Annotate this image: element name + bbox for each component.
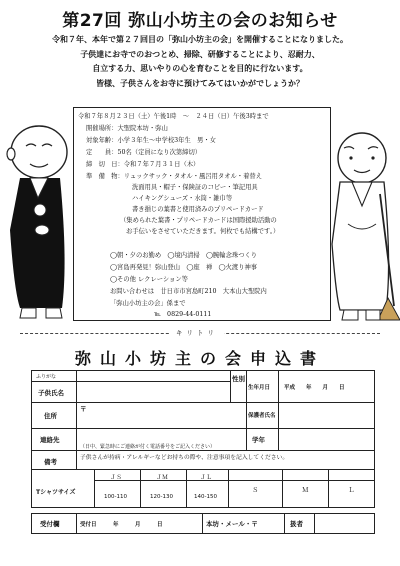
- activity-line: ◯朝・夕のお勤め ◯境内清掃 ◯腕輪念珠つくり: [110, 252, 258, 259]
- info-belongings-2: 洗面用具・帽子・保険証のコピー・筆記用具: [132, 184, 258, 191]
- event-info-box: [73, 107, 331, 321]
- remarks-text: 子供さんが持病・アレルギーなどお持ちの際や、注意事項を記入してください。: [80, 455, 289, 461]
- size-jm: ＪＭ: [156, 474, 169, 481]
- address-label: 住所: [44, 412, 57, 420]
- page-title: 第27回 弥山小坊主の会のお知らせ: [62, 11, 338, 31]
- receipt-handler: 扱者: [290, 520, 303, 528]
- contact-address: お問い合わせは 廿日市市宮島町210 大本山大聖院内: [110, 288, 267, 295]
- info-postcards-note-2: お手伝いをさせていただきます。何枚でも結構です。）: [126, 228, 280, 235]
- monk-left-illustration: [2, 112, 80, 322]
- size-js: ＪＳ: [110, 474, 123, 481]
- size-js-range: 100-110: [104, 494, 127, 500]
- furigana-label: ふりがな: [36, 374, 57, 380]
- remarks-label: 備考: [44, 458, 57, 466]
- activity-line: ◯宮島再発見！弥山登山 ◯座 禅 ◯火渡り神事: [110, 264, 258, 271]
- info-belongings: 準 備 物：リュックサック・タオル・風呂用タオル・着替え: [86, 173, 262, 180]
- activity-line: ◯その他 レクレーション等: [110, 276, 188, 283]
- contact-note: （日中、緊急時にご連絡が付く電話番号をご記入ください）: [80, 444, 216, 450]
- receipt-method: 本坊・メール・〒: [206, 520, 258, 528]
- application-form: [31, 370, 375, 508]
- size-s: Ｓ: [252, 486, 259, 494]
- size-l: Ｌ: [348, 486, 355, 494]
- intro-line: 令和７年、本年で第２７回目の「弥山小坊主の会」を開催することになりました。: [52, 35, 348, 44]
- intro-line: 子供達にお寺でのおつとめ、掃除、研修することにより、忍耐力、: [80, 50, 320, 59]
- info-belongings-3: ハイキングシューズ・水筒・雑巾等: [132, 195, 233, 202]
- size-m: Ｍ: [302, 486, 309, 494]
- grade-label: 学年: [252, 436, 265, 444]
- receipt-label: 受付欄: [40, 520, 60, 528]
- info-postcards: 書き損じの葉書と使用済みのプリペードカード: [132, 206, 264, 213]
- receipt-date: 受付日 年 月 日: [80, 522, 163, 528]
- intro-line: 皆様、子供さんをお寺に預けてみてはいかがでしょうか？: [96, 79, 304, 88]
- event-date: 令和７年８月２３日（土）午後1時 ～ ２４日（日）午後3時まで: [78, 113, 269, 120]
- monk-right-illustration: [318, 124, 400, 324]
- cut-label: キリトリ: [170, 328, 224, 337]
- guardian-label: 保護者氏名: [248, 413, 276, 419]
- birthdate-label: 生年月日: [248, 385, 271, 391]
- postal-mark: 〒: [80, 405, 87, 413]
- form-title: 弥山小坊主の会申込書: [74, 349, 325, 368]
- contact-label: 連絡先: [40, 436, 60, 444]
- child-name-label: 子供氏名: [38, 389, 64, 397]
- contact-phone: ℡ 0829-44-0111: [154, 311, 212, 318]
- tshirt-label: Tシャツサイズ: [36, 489, 76, 496]
- info-deadline: 締 切 日：令和７年７月３１日（木）: [86, 161, 200, 168]
- size-jm-range: 120-130: [150, 494, 173, 500]
- size-jl-range: 140-150: [194, 494, 217, 500]
- receipt-box: [31, 513, 375, 534]
- info-venue: 開催場所：大聖院本坊・弥山: [86, 125, 168, 132]
- size-jl: ＪＬ: [200, 474, 213, 481]
- info-target-age: 対象年齢：小学３年生～中学校3年生 男・女: [86, 137, 216, 144]
- intro-line: 自立する力、思いやりの心を育むことを目的に行ないます。: [92, 64, 308, 73]
- birthdate-format: 平成 年 月 日: [284, 385, 345, 391]
- contact-group: 「弥山小坊主の会」係まで: [110, 300, 186, 307]
- gender-label: 性別: [232, 375, 245, 383]
- info-capacity: 定 員：50名（定員になり次第締切）: [86, 149, 202, 156]
- info-postcards-note: （集められた葉書・プリペードカードは国際援助活動の: [120, 217, 277, 224]
